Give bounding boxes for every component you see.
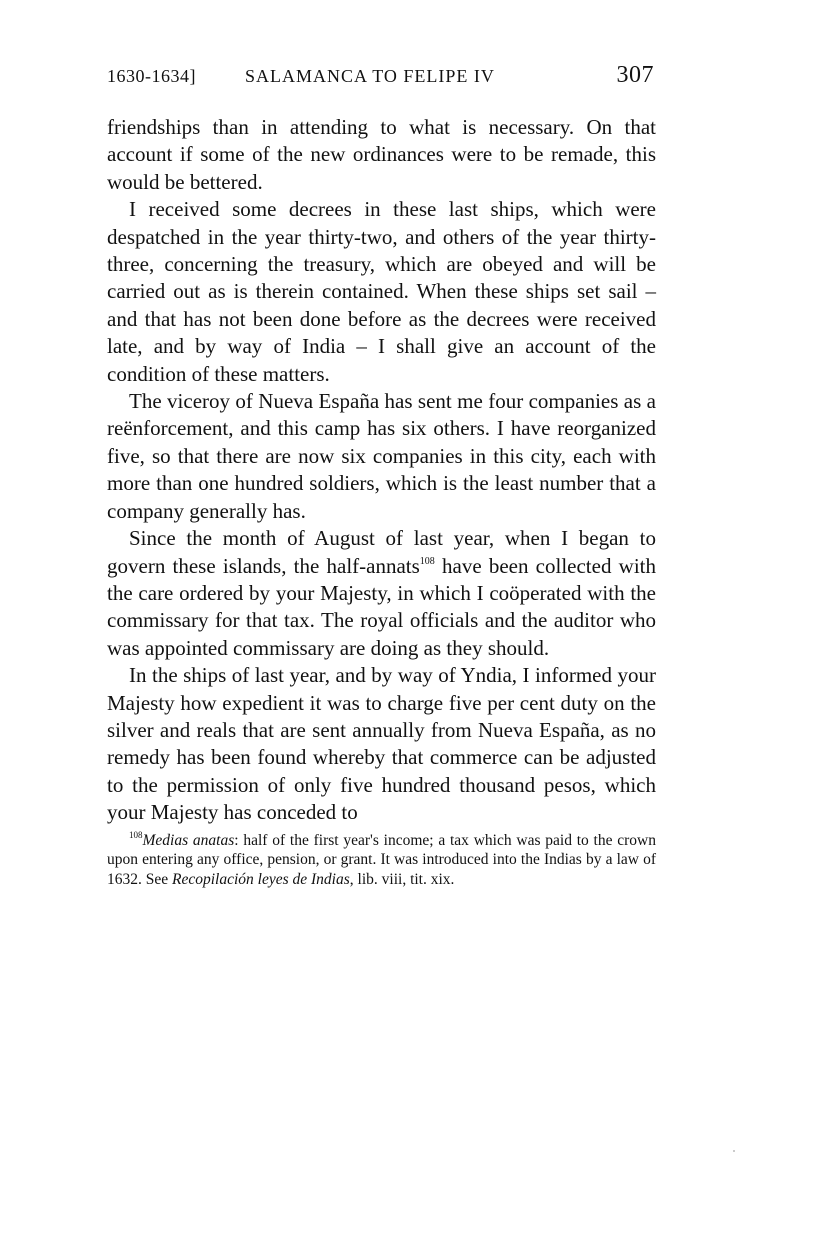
running-head-title: SALAMANCA TO FELIPE IV: [245, 66, 495, 86]
footnote-text-2: , lib. viii, tit. xix.: [349, 870, 455, 888]
book-page: [107, 62, 656, 889]
footnote-term: Medias anatas: [142, 831, 235, 849]
running-head: [107, 62, 656, 96]
paragraph-4-text-before: Since the month of August of last year, when I began to govern these islands, the half-annats: [107, 526, 656, 578]
page-number: 307: [616, 62, 654, 88]
running-head-years: 1630-1634]: [107, 66, 196, 86]
footnote-reference[interactable]: 108: [419, 555, 435, 567]
footnote-text: [107, 831, 656, 890]
paragraph-3: The viceroy of Nueva España has sent me four companies as a reënforcement, and this camp has six others. I have reorganized five, so that there are now six companies in this city, each with more than one hundred soldiers, which is the least number that a company generally has.: [107, 389, 656, 523]
paragraph-1: friendships than in attending to what is necessary. On that account if some of the new ordinances were to be remade, this would be bettered.: [107, 115, 656, 194]
scan-speck: [733, 1150, 735, 1152]
paragraph-4: [107, 525, 656, 662]
footnote-text-1: : half of the first year's income; a tax which was paid to the crown upon entering any office, pension, or grant. It was introduced into the Indias by a law of 1632. See: [107, 831, 657, 888]
paragraph-2: I received some decrees in these last ships, which were despatched in the year thirty-two, and others of the year thirty-three, concerning the treasury, which are obeyed and will be carried out as is therein contained. When these ships set sail – and that has not been done before as the decrees were received late, and by way of India – I shall give an account of the condition of these matters.: [107, 197, 656, 386]
footnote: [107, 831, 656, 890]
body-text: [107, 114, 656, 827]
footnote-source-title: Recopilación leyes de Indias: [172, 870, 350, 888]
paragraph-5: In the ships of last year, and by way of Yndia, I informed your Majesty how expedient it was to charge five per cent duty on the silver and reals that are sent annually from Nueva España, as no remedy has been found whereby that commerce can be adjusted to the permission of only five hundred thousand pesos, which your Majesty has conceded to: [107, 663, 656, 825]
paragraph-4-text-after: have been collected with the care ordered by your Majesty, in which I coöperated with the commissary for that tax. The royal officials and the auditor who was appointed commissary are doing as they should.: [107, 553, 656, 660]
footnote-number: 108: [129, 829, 143, 840]
